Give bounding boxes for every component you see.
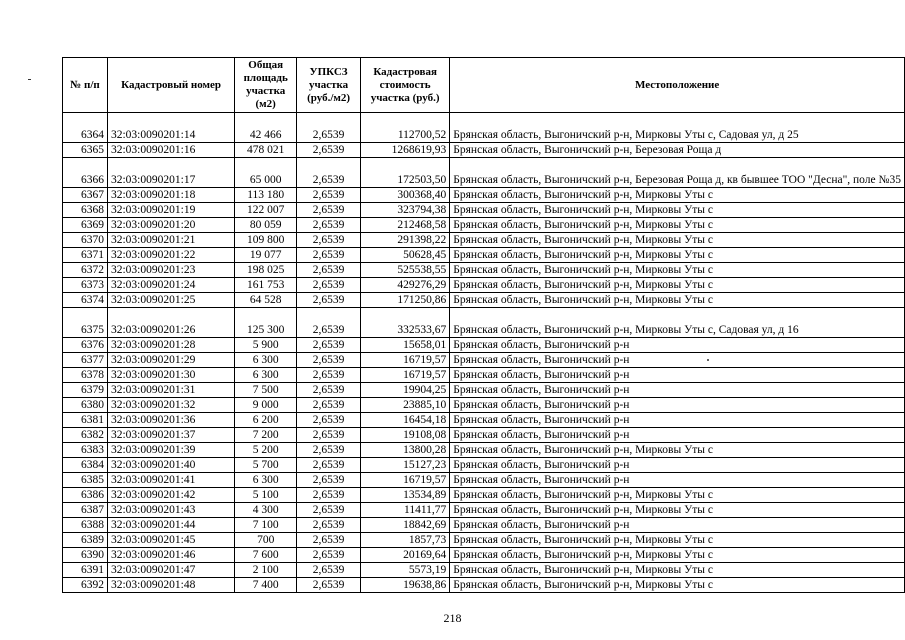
table-row: [63, 398, 905, 413]
cell-cost: 172503,50: [360, 158, 449, 188]
cell-rate: 2,6539: [297, 548, 361, 563]
cell-num: 6377: [63, 353, 108, 368]
table-row: [63, 218, 905, 233]
cell-cadastral-number: 32:03:0090201:31: [107, 383, 234, 398]
cell-location: Брянская область, Выгоничский р-н: [450, 353, 905, 368]
cell-area: 64 528: [235, 293, 297, 308]
table-row: [63, 113, 905, 143]
cell-cadastral-number: 32:03:0090201:30: [107, 368, 234, 383]
cell-area: 65 000: [235, 158, 297, 188]
cell-rate: 2,6539: [297, 293, 361, 308]
cell-rate: 2,6539: [297, 278, 361, 293]
cell-rate: 2,6539: [297, 473, 361, 488]
cell-area: 6 200: [235, 413, 297, 428]
cell-location: Брянская область, Выгоничский р-н, Мирковы Уты с: [450, 563, 905, 578]
cell-location: Брянская область, Выгоничский р-н, Мирковы Уты с: [450, 263, 905, 278]
cell-location: Брянская область, Выгоничский р-н, Мирковы Уты с: [450, 548, 905, 563]
cell-cadastral-number: 32:03:0090201:17: [107, 158, 234, 188]
cell-num: 6388: [63, 518, 108, 533]
cell-cost: 1857,73: [360, 533, 449, 548]
cell-area: 6 300: [235, 353, 297, 368]
cell-area: 42 466: [235, 113, 297, 143]
cell-cost: 16454,18: [360, 413, 449, 428]
cell-rate: 2,6539: [297, 203, 361, 218]
cell-rate: 2,6539: [297, 488, 361, 503]
cell-cadastral-number: 32:03:0090201:48: [107, 578, 234, 593]
cell-cadastral-number: 32:03:0090201:22: [107, 248, 234, 263]
table-row: [63, 578, 905, 593]
page-number: 218: [443, 611, 462, 625]
table-row: [63, 263, 905, 278]
table-row: [63, 338, 905, 353]
cell-rate: 2,6539: [297, 188, 361, 203]
cell-location: Брянская область, Выгоничский р-н, Березовая Роща д, кв бывшее ТОО "Десна", поле №35: [450, 158, 905, 188]
table-row: [63, 563, 905, 578]
cell-area: 113 180: [235, 188, 297, 203]
cell-area: 19 077: [235, 248, 297, 263]
table-row: [63, 533, 905, 548]
table-row: [63, 353, 905, 368]
cell-rate: 2,6539: [297, 368, 361, 383]
scan-dot: [707, 359, 709, 361]
table-row: [63, 548, 905, 563]
cell-rate: 2,6539: [297, 428, 361, 443]
cell-rate: 2,6539: [297, 503, 361, 518]
cell-rate: 2,6539: [297, 443, 361, 458]
cell-location: Брянская область, Выгоничский р-н: [450, 413, 905, 428]
cell-cost: 112700,52: [360, 113, 449, 143]
cell-location: Брянская область, Выгоничский р-н: [450, 518, 905, 533]
header-area: Общая площадь участка (м2): [235, 58, 297, 113]
cell-area: 161 753: [235, 278, 297, 293]
cell-area: 80 059: [235, 218, 297, 233]
cell-cadastral-number: 32:03:0090201:44: [107, 518, 234, 533]
cell-cadastral-number: 32:03:0090201:14: [107, 113, 234, 143]
cell-rate: 2,6539: [297, 578, 361, 593]
cell-cost: 13800,28: [360, 443, 449, 458]
cell-location: Брянская область, Выгоничский р-н: [450, 473, 905, 488]
table-row: [63, 248, 905, 263]
cell-cadastral-number: 32:03:0090201:42: [107, 488, 234, 503]
cell-location: Брянская область, Выгоничский р-н, Мирковы Уты с, Садовая ул, д 16: [450, 308, 905, 338]
cell-area: 7 400: [235, 578, 297, 593]
table-row: [63, 143, 905, 158]
cell-area: 700: [235, 533, 297, 548]
table-row: [63, 308, 905, 338]
cell-cost: 16719,57: [360, 368, 449, 383]
cell-cost: 20169,64: [360, 548, 449, 563]
cell-location: Брянская область, Выгоничский р-н, Мирковы Уты с: [450, 248, 905, 263]
cell-num: 6391: [63, 563, 108, 578]
cell-rate: 2,6539: [297, 248, 361, 263]
cell-num: 6367: [63, 188, 108, 203]
cell-cadastral-number: 32:03:0090201:32: [107, 398, 234, 413]
cell-location: Брянская область, Выгоничский р-н, Мирковы Уты с: [450, 443, 905, 458]
cell-area: 5 900: [235, 338, 297, 353]
cell-rate: 2,6539: [297, 158, 361, 188]
table-row: [63, 203, 905, 218]
cell-cadastral-number: 32:03:0090201:29: [107, 353, 234, 368]
cell-num: 6386: [63, 488, 108, 503]
table-row: [63, 458, 905, 473]
cell-num: 6384: [63, 458, 108, 473]
cell-location: Брянская область, Выгоничский р-н: [450, 338, 905, 353]
cell-area: 198 025: [235, 263, 297, 278]
cell-cost: 429276,29: [360, 278, 449, 293]
header-cost: Кадастровая стоимость участка (руб.): [360, 58, 449, 113]
cell-location: Брянская область, Выгоничский р-н: [450, 458, 905, 473]
cell-cost: 19108,08: [360, 428, 449, 443]
cell-rate: 2,6539: [297, 233, 361, 248]
table-row: [63, 443, 905, 458]
cell-cost: 332533,67: [360, 308, 449, 338]
cell-rate: 2,6539: [297, 398, 361, 413]
header-rate: УПКСЗ участка (руб./м2): [297, 58, 361, 113]
cell-cadastral-number: 32:03:0090201:24: [107, 278, 234, 293]
cell-num: 6387: [63, 503, 108, 518]
cell-cost: 5573,19: [360, 563, 449, 578]
cell-num: 6379: [63, 383, 108, 398]
cell-rate: 2,6539: [297, 143, 361, 158]
cell-cadastral-number: 32:03:0090201:25: [107, 293, 234, 308]
cell-cost: 291398,22: [360, 233, 449, 248]
cell-rate: 2,6539: [297, 458, 361, 473]
cell-area: 4 300: [235, 503, 297, 518]
cell-area: 5 100: [235, 488, 297, 503]
cell-location: Брянская область, Выгоничский р-н: [450, 398, 905, 413]
cell-rate: 2,6539: [297, 518, 361, 533]
cell-num: 6390: [63, 548, 108, 563]
cell-cost: 23885,10: [360, 398, 449, 413]
cell-num: 6382: [63, 428, 108, 443]
cell-cadastral-number: 32:03:0090201:19: [107, 203, 234, 218]
cell-num: 6381: [63, 413, 108, 428]
table-row: [63, 383, 905, 398]
cell-rate: 2,6539: [297, 338, 361, 353]
cell-cost: 50628,45: [360, 248, 449, 263]
cell-num: 6375: [63, 308, 108, 338]
cell-location: Брянская область, Выгоничский р-н, Мирковы Уты с, Садовая ул, д 25: [450, 113, 905, 143]
cell-location: Брянская область, Выгоничский р-н: [450, 428, 905, 443]
cell-area: 6 300: [235, 473, 297, 488]
cell-cadastral-number: 32:03:0090201:23: [107, 263, 234, 278]
table-row: [63, 413, 905, 428]
cell-cadastral-number: 32:03:0090201:39: [107, 443, 234, 458]
cell-cost: 19904,25: [360, 383, 449, 398]
cell-area: 125 300: [235, 308, 297, 338]
cell-num: 6365: [63, 143, 108, 158]
cell-cadastral-number: 32:03:0090201:21: [107, 233, 234, 248]
cell-cost: 1268619,93: [360, 143, 449, 158]
cell-cadastral-number: 32:03:0090201:41: [107, 473, 234, 488]
table-row: [63, 188, 905, 203]
cell-num: 6392: [63, 578, 108, 593]
cell-area: 7 500: [235, 383, 297, 398]
cell-cadastral-number: 32:03:0090201:16: [107, 143, 234, 158]
cell-location: Брянская область, Выгоничский р-н, Мирковы Уты с: [450, 218, 905, 233]
header-location: Местоположение: [450, 58, 905, 113]
cell-cadastral-number: 32:03:0090201:26: [107, 308, 234, 338]
cell-num: 6380: [63, 398, 108, 413]
cadastral-table: [62, 57, 905, 593]
cell-num: 6389: [63, 533, 108, 548]
cell-cost: 19638,86: [360, 578, 449, 593]
table-row: [63, 278, 905, 293]
table-row: [63, 293, 905, 308]
cell-area: 478 021: [235, 143, 297, 158]
cell-num: 6378: [63, 368, 108, 383]
table-body: [63, 113, 905, 593]
cell-num: 6369: [63, 218, 108, 233]
table-row: [63, 428, 905, 443]
table-row: [63, 473, 905, 488]
table-row: [63, 488, 905, 503]
table-row: [63, 368, 905, 383]
cell-cadastral-number: 32:03:0090201:46: [107, 548, 234, 563]
cell-cost: 13534,89: [360, 488, 449, 503]
cell-location: Брянская область, Выгоничский р-н, Березовая Роща д: [450, 143, 905, 158]
cell-location: Брянская область, Выгоничский р-н: [450, 368, 905, 383]
cell-cadastral-number: 32:03:0090201:40: [107, 458, 234, 473]
cell-num: 6374: [63, 293, 108, 308]
cell-num: 6368: [63, 203, 108, 218]
table-row: [63, 503, 905, 518]
cell-rate: 2,6539: [297, 383, 361, 398]
cell-area: 6 300: [235, 368, 297, 383]
cell-cadastral-number: 32:03:0090201:43: [107, 503, 234, 518]
table-row: [63, 233, 905, 248]
cell-location: Брянская область, Выгоничский р-н, Мирковы Уты с: [450, 293, 905, 308]
cell-area: 109 800: [235, 233, 297, 248]
cell-rate: 2,6539: [297, 308, 361, 338]
margin-mark: [28, 79, 31, 80]
cell-rate: 2,6539: [297, 533, 361, 548]
cell-location: Брянская область, Выгоничский р-н, Мирковы Уты с: [450, 578, 905, 593]
cell-num: 6376: [63, 338, 108, 353]
cell-cost: 11411,77: [360, 503, 449, 518]
cell-area: 7 600: [235, 548, 297, 563]
cell-cost: 323794,38: [360, 203, 449, 218]
cell-cost: 15658,01: [360, 338, 449, 353]
cell-location: Брянская область, Выгоничский р-н: [450, 383, 905, 398]
cell-num: 6373: [63, 278, 108, 293]
cell-location: Брянская область, Выгоничский р-н, Мирковы Уты с: [450, 503, 905, 518]
cell-cost: 16719,57: [360, 353, 449, 368]
table-row: [63, 518, 905, 533]
cell-cadastral-number: 32:03:0090201:18: [107, 188, 234, 203]
cell-area: 9 000: [235, 398, 297, 413]
table-row: [63, 158, 905, 188]
cell-rate: 2,6539: [297, 563, 361, 578]
cell-rate: 2,6539: [297, 263, 361, 278]
cell-rate: 2,6539: [297, 353, 361, 368]
cell-num: 6364: [63, 113, 108, 143]
cell-cost: 15127,23: [360, 458, 449, 473]
cell-location: Брянская область, Выгоничский р-н, Мирковы Уты с: [450, 188, 905, 203]
cell-location: Брянская область, Выгоничский р-н, Мирковы Уты с: [450, 233, 905, 248]
cell-cadastral-number: 32:03:0090201:36: [107, 413, 234, 428]
cell-area: 2 100: [235, 563, 297, 578]
cell-num: 6383: [63, 443, 108, 458]
cell-cadastral-number: 32:03:0090201:20: [107, 218, 234, 233]
cell-rate: 2,6539: [297, 413, 361, 428]
cell-location: Брянская область, Выгоничский р-н, Мирковы Уты с: [450, 488, 905, 503]
cell-location: Брянская область, Выгоничский р-н, Мирковы Уты с: [450, 203, 905, 218]
cell-cost: 212468,58: [360, 218, 449, 233]
cell-cost: 525538,55: [360, 263, 449, 278]
cell-area: 5 700: [235, 458, 297, 473]
cell-num: 6385: [63, 473, 108, 488]
cell-area: 5 200: [235, 443, 297, 458]
cell-rate: 2,6539: [297, 113, 361, 143]
cell-cadastral-number: 32:03:0090201:45: [107, 533, 234, 548]
header-num: № п/п: [63, 58, 108, 113]
cell-num: 6371: [63, 248, 108, 263]
cell-num: 6366: [63, 158, 108, 188]
cell-num: 6370: [63, 233, 108, 248]
cell-area: 7 100: [235, 518, 297, 533]
header-cadastral-number: Кадастровый номер: [107, 58, 234, 113]
table-header-row: [63, 58, 905, 113]
cell-cost: 300368,40: [360, 188, 449, 203]
cell-location: Брянская область, Выгоничский р-н, Мирковы Уты с: [450, 278, 905, 293]
cell-cost: 171250,86: [360, 293, 449, 308]
cell-location: Брянская область, Выгоничский р-н, Мирковы Уты с: [450, 533, 905, 548]
cell-cost: 16719,57: [360, 473, 449, 488]
cell-cadastral-number: 32:03:0090201:28: [107, 338, 234, 353]
cell-num: 6372: [63, 263, 108, 278]
cell-cadastral-number: 32:03:0090201:47: [107, 563, 234, 578]
cell-area: 7 200: [235, 428, 297, 443]
cell-cost: 18842,69: [360, 518, 449, 533]
cell-area: 122 007: [235, 203, 297, 218]
cell-rate: 2,6539: [297, 218, 361, 233]
cell-cadastral-number: 32:03:0090201:37: [107, 428, 234, 443]
